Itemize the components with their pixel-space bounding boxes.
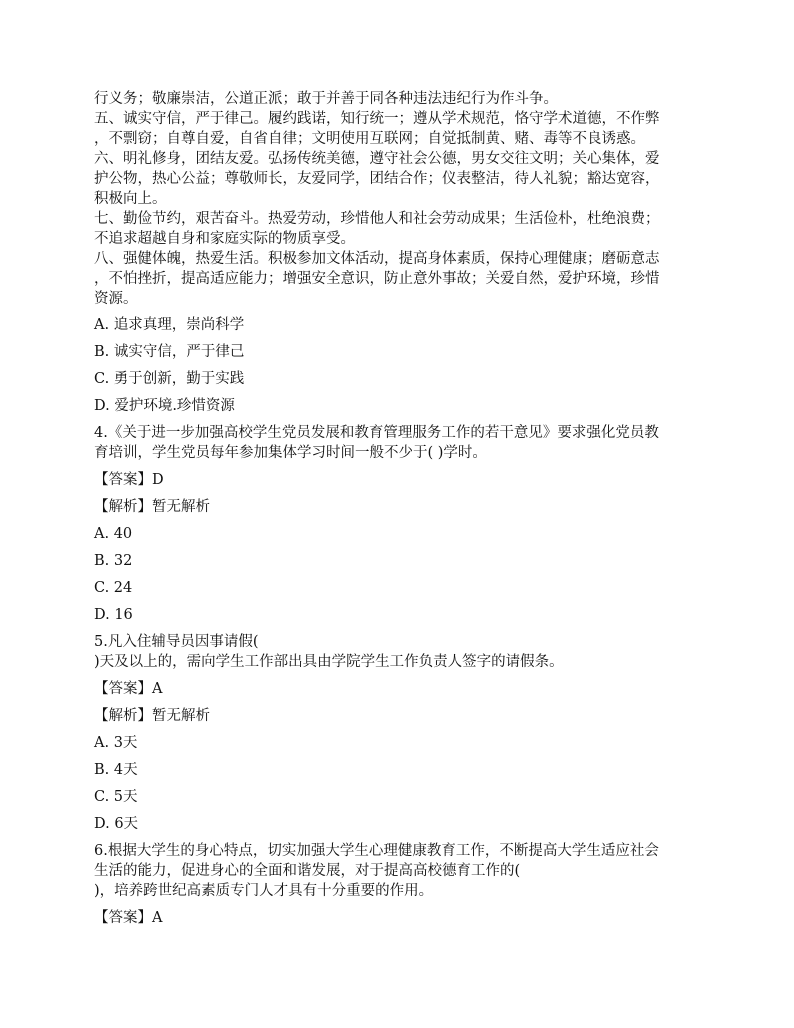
q5-option-d: D. 6天 — [94, 816, 139, 832]
text-line: 6.根据大学生的身心特点，切实加强大学生心理健康教育工作，不断提高大学生适应社会 — [94, 843, 659, 859]
page-content — [94, 89, 706, 928]
q5-option-a: A. 3天 — [94, 735, 138, 751]
q3-option-c: C. 勇于创新，勤于实践 — [94, 371, 245, 387]
text-line: 护公物，热心公益；尊敬师长，友爱同学，团结合作；仪表整洁，待人礼貌；豁达宽容， — [94, 171, 660, 187]
text-line: 积极向上。 — [94, 191, 167, 207]
text-line: 行义务；敬廉崇洁，公道正派；敢于并善于同各种违法违纪行为作斗争。 — [94, 91, 558, 107]
q5-stem — [94, 632, 706, 672]
text-line: ，不怕挫折，提高适应能力；增强安全意识，防止意外事故；关爱自然，爱护环境，珍惜 — [94, 271, 660, 287]
q6-stem — [94, 841, 706, 901]
q4-answer: 【答案】D — [94, 472, 164, 488]
q6-answer: 【答案】A — [94, 910, 163, 926]
text-line: 八、强健体魄，热爱生活。积极参加文体活动，提高身体素质，保持心理健康；磨砺意志 — [94, 251, 660, 267]
text-line: )天及以上的，需向学生工作部出具由学院学生工作负责人签字的请假条。 — [94, 654, 564, 670]
text-line: 七、勤俭节约，艰苦奋斗。热爱劳动，珍惜他人和社会劳动成果；生活俭朴，杜绝浪费； — [94, 211, 660, 227]
text-line: 生活的能力，促进身心的全面和谐发展，对于提高高校德育工作的( — [94, 863, 521, 879]
text-line: ，不剽窃；自尊自爱，自省自律；文明使用互联网；自觉抵制黄、赌、毒等不良诱惑。 — [94, 131, 645, 147]
q5-option-c: C. 5天 — [94, 789, 138, 805]
text-line: 4.《关于进一步加强高校学生党员发展和教育管理服务工作的若干意见》要求强化党员教 — [94, 425, 659, 441]
q4-option-d: D. 16 — [94, 607, 133, 623]
q3-option-a: A. 追求真理，崇尚科学 — [94, 317, 245, 333]
q4-option-c: C. 24 — [94, 580, 133, 596]
text-line: 5.凡入住辅导员因事请假( — [94, 634, 259, 650]
q5-analysis: 【解析】暂无解析 — [94, 708, 210, 724]
q4-stem — [94, 423, 706, 463]
text-line: 六、明礼修身，团结友爱。弘扬传统美德，遵守社会公德，男女交往文明；关心集体，爱 — [94, 151, 660, 167]
q5-option-b: B. 4天 — [94, 762, 138, 778]
q4-option-b: B. 32 — [94, 553, 133, 569]
q5-answer: 【答案】A — [94, 681, 163, 697]
q3-option-b: B. 诚实守信，严于律己 — [94, 344, 245, 360]
text-line: 五、诚实守信，严于律己。履约践诺，知行统一；遵从学术规范，恪守学术道德，不作弊 — [94, 111, 660, 127]
q4-analysis: 【解析】暂无解析 — [94, 499, 210, 515]
q4-option-a: A. 40 — [94, 526, 133, 542]
q3-option-d: D. 爱护环境.珍惜资源 — [94, 398, 235, 414]
intro-paragraph — [94, 89, 706, 309]
text-line: 不追求超越自身和家庭实际的物质享受。 — [94, 231, 355, 247]
text-line: 资源。 — [94, 291, 138, 307]
text-line: 育培训，学生党员每年参加集体学习时间一般不少于( )学时。 — [94, 445, 487, 461]
text-line: )，培养跨世纪高素质专门人才具有十分重要的作用。 — [94, 883, 434, 899]
